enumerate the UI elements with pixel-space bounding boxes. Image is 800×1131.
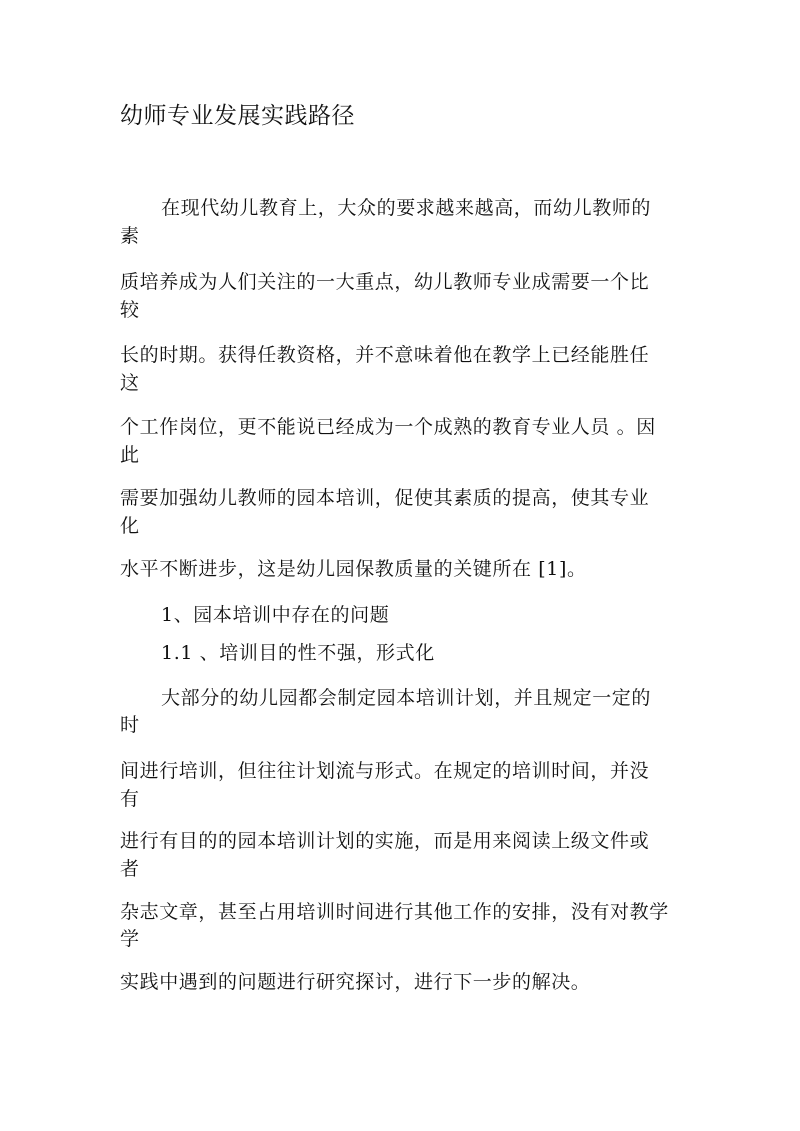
- document-title: 幼师专业发展实践路径: [120, 103, 355, 129]
- paragraph-line-wrap: 素: [120, 225, 140, 247]
- paragraph-line: 间进行培训，但往往计划流与形式。在规定的培训时间，并没: [120, 760, 650, 782]
- paragraph-line: 在现代幼儿教育上，大众的要求越来越高，而幼儿教师的: [161, 197, 652, 219]
- paragraph-line: 水平不断进步，这是幼儿园保教质量的关键所在 [1]。: [120, 558, 587, 580]
- paragraph-line-wrap: 有: [120, 788, 140, 810]
- section-heading: 1、园本培训中存在的问题: [161, 604, 390, 626]
- paragraph-line: 个工作岗位，更不能说已经成为一个成熟的教育专业人员 。因: [120, 416, 656, 438]
- paragraph-line: 实践中遇到的问题进行研究探讨，进行下一步的解决。: [120, 971, 591, 993]
- paragraph-line-wrap: 者: [120, 858, 140, 880]
- paragraph-line: 进行有目的的园本培训计划的实施，而是用来阅读上级文件或: [120, 830, 650, 852]
- paragraph-line-wrap: 化: [120, 515, 140, 537]
- paragraph-line-wrap: 学: [120, 928, 140, 950]
- paragraph-line-wrap: 较: [120, 299, 140, 321]
- paragraph-line: 大部分的幼儿园都会制定园本培训计划，并且规定一定的: [161, 687, 652, 709]
- paragraph-line: 长的时期。获得任教资格，并不意味着他在教学上已经能胜任: [120, 344, 650, 366]
- paragraph-line: 质培养成为人们关注的一大重点，幼儿教师专业成需要一个比: [120, 271, 650, 293]
- paragraph-line-wrap: 时: [120, 714, 140, 736]
- paragraph-line-wrap: 此: [120, 444, 140, 466]
- paragraph-line: 杂志文章，甚至占用培训时间进行其他工作的安排，没有对教学: [120, 901, 669, 923]
- paragraph-line: 需要加强幼儿教师的园本培训，促使其素质的提高，使其专业: [120, 487, 650, 509]
- subsection-heading: 1.1 、培训目的性不强，形式化: [161, 642, 435, 664]
- paragraph-line-wrap: 这: [120, 372, 140, 394]
